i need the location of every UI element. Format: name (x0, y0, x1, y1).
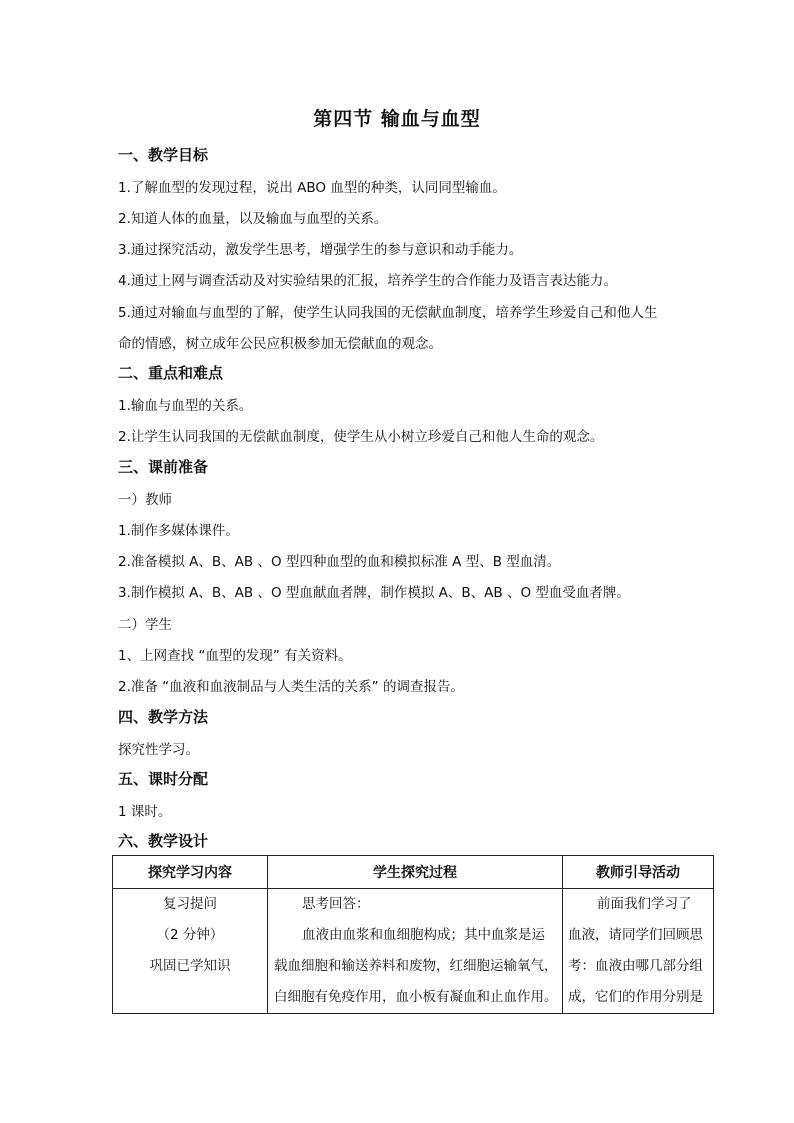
cell-spacer (113, 982, 267, 1013)
objective-line: 2.知道人体的血量，以及输血与血型的关系。 (118, 211, 388, 227)
section-heading-method: 四、教学方法 (118, 708, 209, 726)
page-title: 第四节 输血与血型 (313, 108, 481, 130)
table-header-row (113, 856, 714, 889)
table-cell-teacher-activity (563, 889, 714, 1014)
table-header-cell: 教师引导活动 (563, 856, 714, 889)
section-heading-key-points: 二、重点和难点 (118, 364, 224, 382)
subheading-student: 二）学生 (118, 617, 172, 633)
cell-text: 白细胞有免疫作用，血小板有凝血和止血作用。 (274, 989, 558, 1005)
cell-text: 成，它们的作用分别是 (568, 989, 703, 1005)
section-heading-preparation: 三、课前准备 (118, 458, 209, 476)
cell-text: （2 分钟） (156, 927, 224, 943)
cell-text: 血液由血浆和血细胞构成；其中血浆是运 (302, 927, 545, 943)
table-row (113, 889, 714, 1014)
objective-line: 命的情感，树立成年公民应积极参加无偿献血的观念。 (118, 336, 442, 352)
section-heading-design: 六、教学设计 (118, 832, 209, 850)
table-header-cell: 学生探究过程 (268, 856, 563, 889)
cell-text: 前面我们学习了 (597, 896, 692, 912)
key-point-line: 1.输血与血型的关系。 (118, 398, 253, 414)
objective-line: 1.了解血型的发现过程，说出 ABO 血型的种类，认同同型输血。 (118, 180, 506, 196)
method-line: 探究性学习。 (118, 742, 199, 758)
table-cell-content (113, 889, 268, 1014)
cell-text: 载血细胞和输送养料和废物，红细胞运输氧气， (274, 958, 558, 974)
cell-text: 思考回答： (302, 896, 370, 912)
teacher-prep-line: 3.制作模拟 A、B、AB 、O 型血献血者牌，制作模拟 A、B、AB 、O 型血受血者牌。 (118, 585, 630, 601)
table-header-cell: 探究学习内容 (113, 856, 268, 889)
teaching-design-table (112, 855, 714, 1014)
student-prep-line: 2.准备 “血液和血液制品与人类生活的关系” 的调查报告。 (118, 679, 464, 695)
key-point-line: 2.让学生认同我国的无偿献血制度，使学生从小树立珍爱自己和他人生命的观念。 (118, 429, 604, 445)
cell-text: 血液，请同学们回顾思 (568, 927, 703, 943)
student-prep-line: 1、上网查找 “血型的发现” 有关资料。 (118, 648, 352, 664)
objective-line: 3.通过探究活动，激发学生思考，增强学生的参与意识和动手能力。 (118, 242, 523, 258)
cell-text: 复习提问 (163, 896, 217, 912)
objective-line: 4.通过上网与调查活动及对实验结果的汇报，培养学生的合作能力及语言表达能力。 (118, 273, 617, 289)
objective-line: 5.通过对输血与血型的了解，使学生认同我国的无偿献血制度，培养学生珍爱自己和他人生 (118, 305, 658, 321)
teacher-prep-line: 2.准备模拟 A、B、AB 、O 型四种血型的血和模拟标准 A 型、B 型血清。 (118, 554, 561, 570)
subheading-teacher: 一）教师 (118, 492, 172, 508)
section-heading-hours: 五、课时分配 (118, 770, 209, 788)
section-heading-objectives: 一、教学目标 (118, 146, 209, 164)
hours-line: 1 课时。 (118, 804, 172, 820)
cell-text: 考：血液由哪几部分组 (568, 958, 703, 974)
cell-text: 巩固已学知识 (149, 958, 231, 974)
table-cell-student-process (268, 889, 563, 1014)
teacher-prep-line: 1.制作多媒体课件。 (118, 523, 239, 539)
